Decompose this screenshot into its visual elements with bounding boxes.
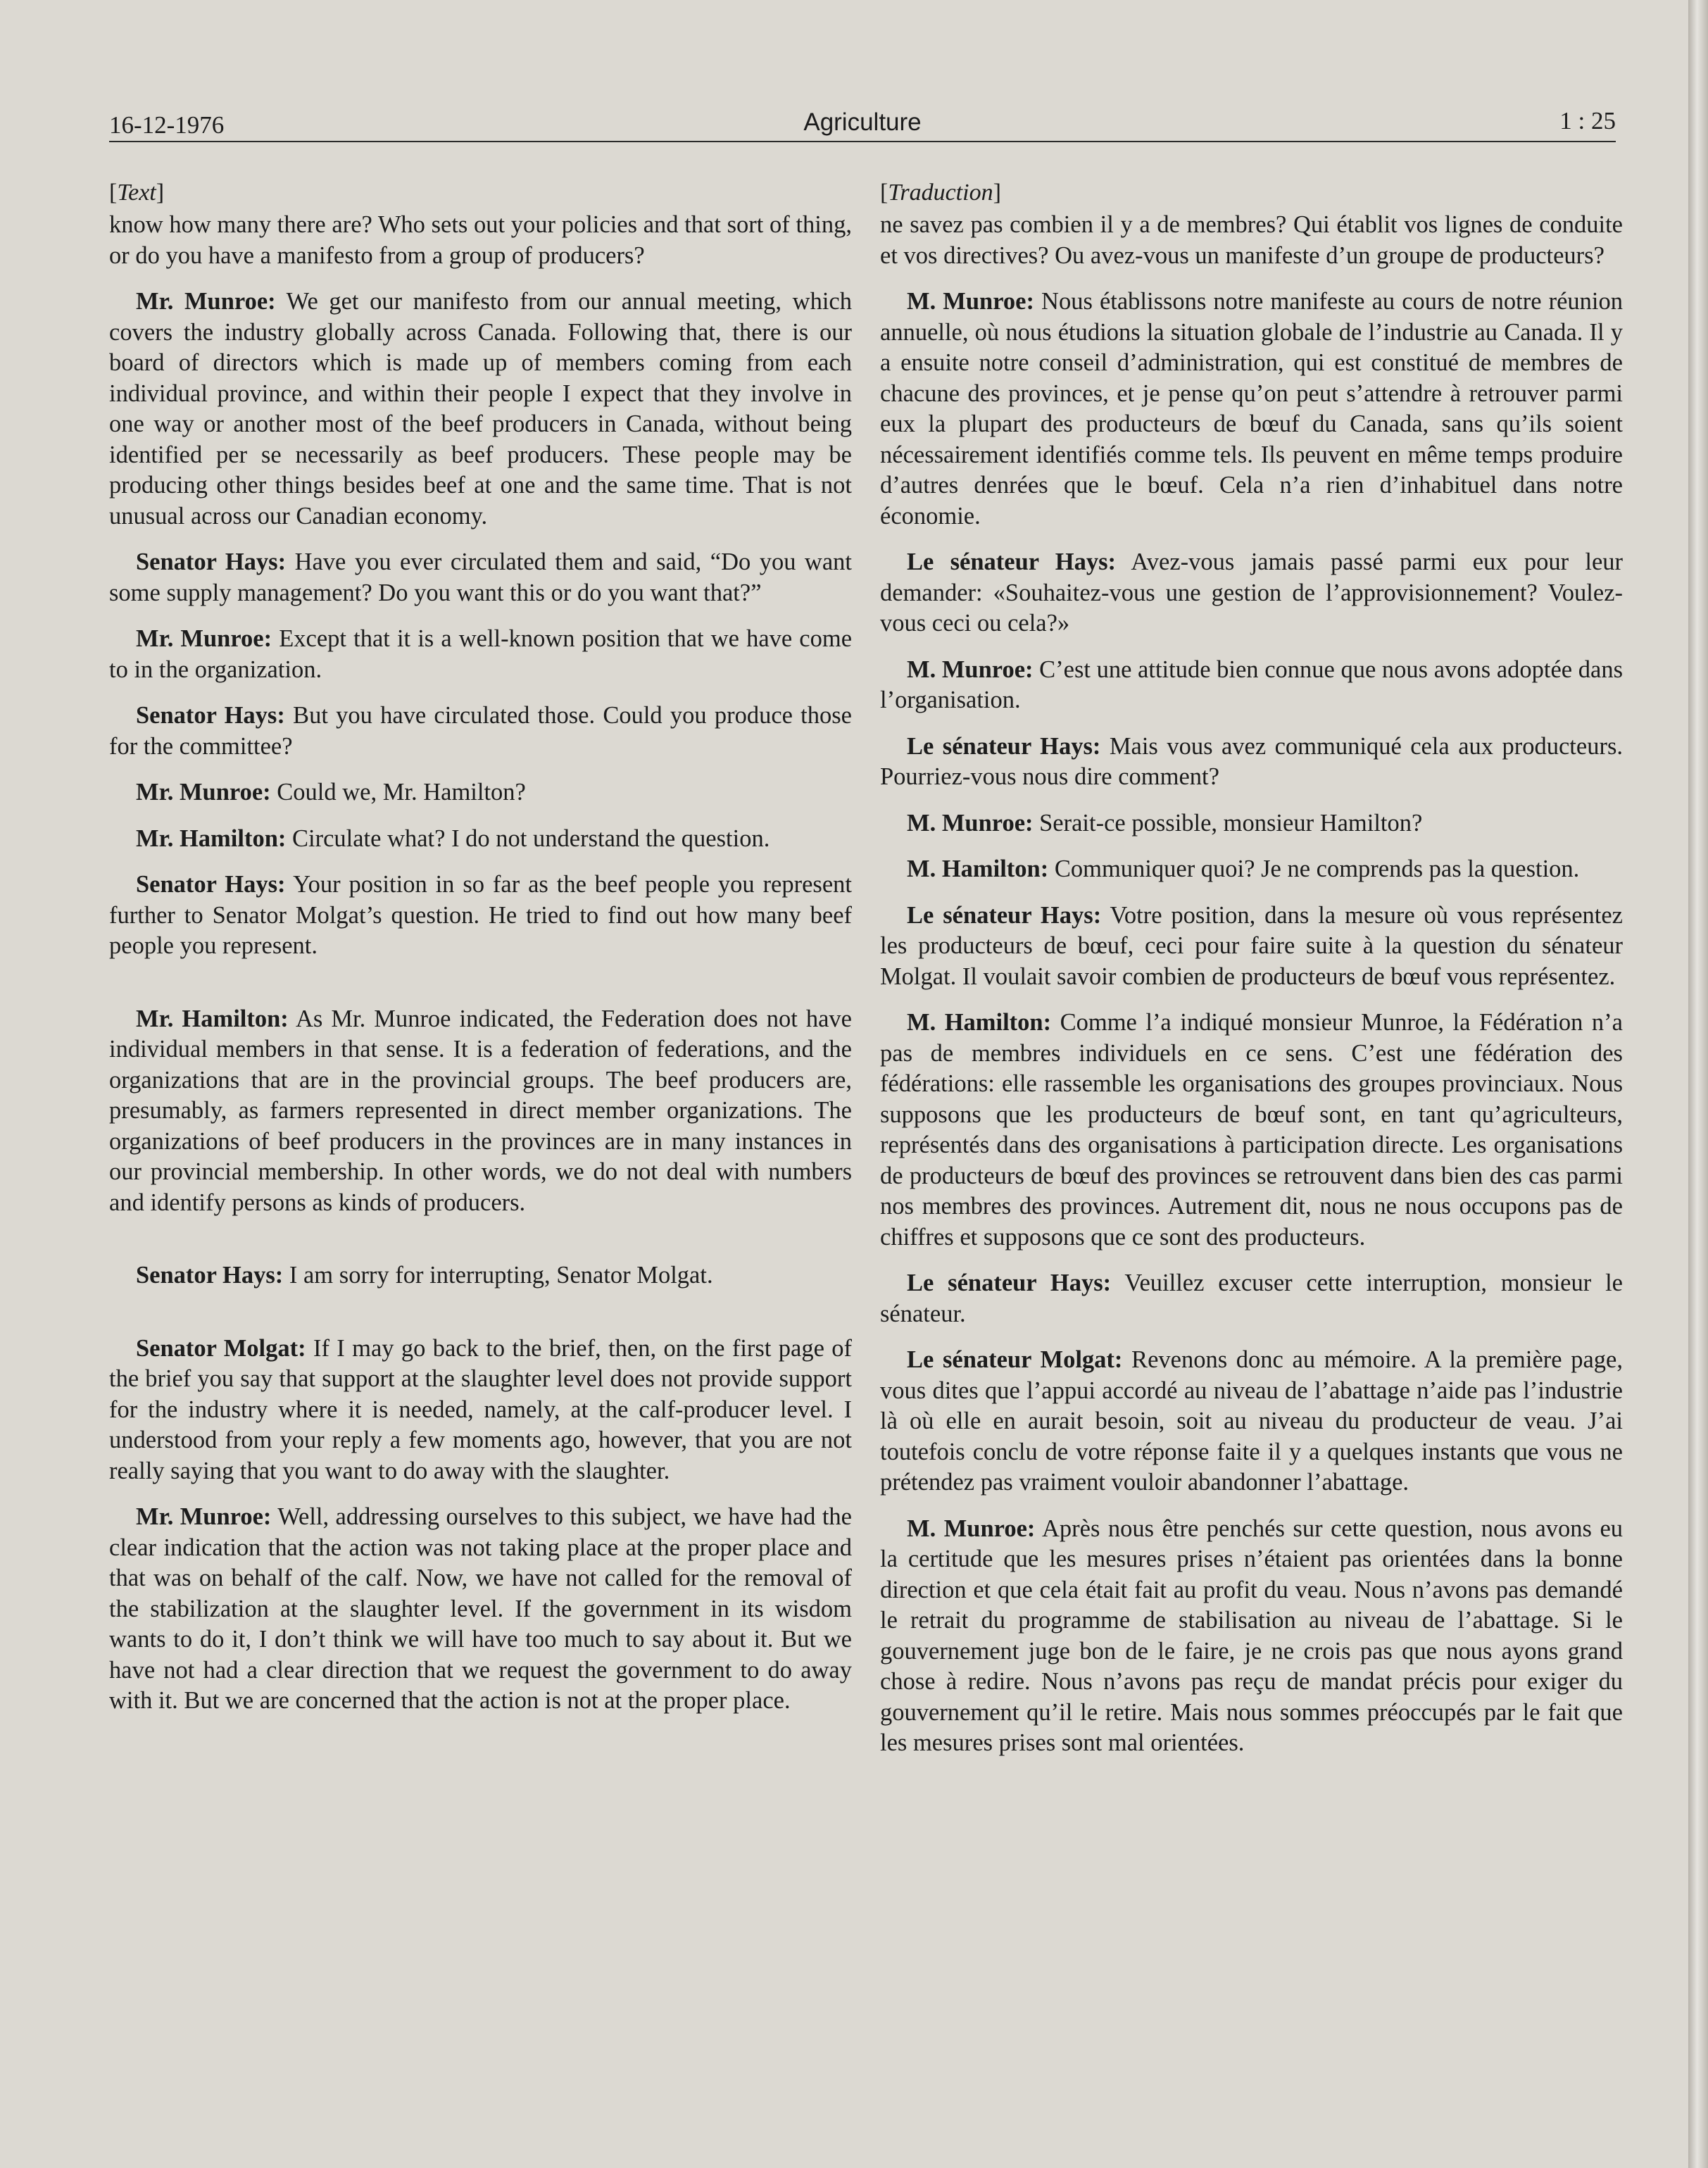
speaker-name: M. Hamilton: xyxy=(907,1009,1052,1036)
paragraph: Mr. Munroe: Well, addressing ourselves to this subject, we have had the clear indication that the action was not taking place at the proper place and that was on behalf of the calf. Now, we have not called for the removal of the stabilization at the slaughter level. If the government in its wisdom wants to do it, I don’t think we will have too much to say about it. But we have not had a clear direction that we request the government to do away with it. But we are concerned that the action is not at the proper place. xyxy=(109,1503,852,1714)
speaker-name: M. Hamilton: xyxy=(907,856,1049,882)
speaker-name: Mr. Munroe: xyxy=(136,779,271,806)
speaker-name: Mr. Hamilton: xyxy=(136,825,287,852)
english-column xyxy=(109,177,852,1732)
speaker-name: Mr. Munroe: xyxy=(136,625,272,652)
paragraph: Senator Molgat: If I may go back to the brief, then, on the first page of the brief you say that support at the slaughter level does not provide support for the industry where it is needed, namely, at the calf-producer level. I understood from your reply a few moments ago, however, that you are not really saying that you want to do away with the slaughter. xyxy=(109,1334,852,1484)
paragraph: know how many there are? Who sets out your policies and that sort of thing, or do you have a manifesto from a group of producers? xyxy=(109,211,852,269)
paragraph: Mr. Munroe: Could we, Mr. Hamilton? xyxy=(136,779,526,806)
paragraph: Mr. Munroe: Except that it is a well-known position that we have come to in the organization. xyxy=(109,625,853,683)
paragraph: Senator Hays: Your position in so far as the beef people you represent further to Senator Molgat’s question. He tried to find out how many beef people you represent. xyxy=(109,871,852,959)
header-page-number: 1 : 25 xyxy=(1559,107,1616,134)
speaker-name: Mr. Munroe: xyxy=(136,1503,272,1530)
paragraph: M. Munroe: Après nous être penchés sur cette question, nous avons eu la certitude que les mesures prises n’étaient pas orientées dans la bonne direction et que cela était fait au profit du veau. Nous n’avons pas demandé le retrait du programme de stabilisation au niveau de l’abattage. Si le gouvernement juge bon de le faire, je ne crois pas que nous ayons grand chose à redire. Nous n’avons pas reçu de mandat précis pour exiger du gouvernement qu’il le retire. Mais nous sommes préoccupés par le fait que les mesures prises sont mal orientées. xyxy=(880,1515,1624,1756)
speaker-name: Mr. Hamilton: xyxy=(136,1005,289,1032)
speaker-name: Senator Molgat: xyxy=(136,1334,306,1362)
paragraph: Senator Hays: I am sorry for interrupting, Senator Molgat. xyxy=(136,1262,713,1289)
speaker-name: M. Munroe: xyxy=(907,809,1034,837)
speaker-name: M. Munroe: xyxy=(907,656,1034,683)
speaker-name: M. Munroe: xyxy=(907,288,1034,315)
book-edge xyxy=(1688,0,1708,2168)
section-label-traduction: [Traduction] xyxy=(880,180,1001,206)
speaker-name: Le sénateur Molgat: xyxy=(907,1346,1123,1373)
paragraph: Le sénateur Hays: Mais vous avez communiqué cela aux producteurs. Pourriez-vous nous dire comment? xyxy=(880,732,1623,790)
paragraph: Mr. Munroe: We get our manifesto from our annual meeting, which covers the industry globally across Canada. Following that, there is our board of directors which is made up of members coming from each individual province, and within their people I expect that they involve in one way or another most of the beef producers in Canada, without being identified per se necessarily as beef producers. These people may be producing other things besides beef at one and the same time. That is not unusual across our Canadian economy. xyxy=(109,288,852,530)
speaker-name: Senator Hays: xyxy=(136,549,287,575)
french-column xyxy=(880,177,1623,1774)
speaker-name: Le sénateur Hays: xyxy=(907,549,1117,575)
paragraph: M. Munroe: C’est une attitude bien connue que nous avons adoptée dans l’organisation. xyxy=(880,656,1623,713)
paragraph: Le sénateur Hays: Veuillez excuser cette interruption, monsieur le sénateur. xyxy=(880,1270,1623,1327)
speaker-name: Le sénateur Hays: xyxy=(907,732,1101,760)
speaker-name: Le sénateur Hays: xyxy=(907,1270,1112,1296)
paragraph: Le sénateur Hays: Avez-vous jamais passé parmi eux pour leur demander: «Souhaitez-vous une gestion de l’approvisionnement? Voulez-vous ceci ou cela?» xyxy=(880,549,1623,637)
section-label-text: [Text] xyxy=(109,180,165,206)
paragraph: Senator Hays: Have you ever circulated them and said, “Do you want some supply management? Do you want this or do you want that?” xyxy=(109,549,852,606)
speaker-name: Senator Hays: xyxy=(136,702,285,729)
paragraph: Le sénateur Hays: Votre position, dans la mesure où vous représentez les producteurs de bœuf, ceci pour faire suite à la question du sénateur Molgat. Il voulait savoir combien de producteurs de bœuf vous représentez. xyxy=(880,901,1623,990)
speaker-name: Senator Hays: xyxy=(136,1262,284,1289)
paragraph: M. Munroe: Serait-ce possible, monsieur Hamilton? xyxy=(907,809,1423,837)
paragraph: M. Munroe: Nous établissons notre manifeste au cours de notre réunion annuelle, où nous étudions la situation globale de l’industrie au Canada. Il y a ensuite notre conseil d’administration, qui est constitué de membres de chacune des provinces, et je pense qu’on peut s’attendre à retrouver parmi eux la plupart des producteurs de bœuf du Canada, sans qu’ils soient nécessairement identifiés comme tels. Ils peuvent en même temps produire d’autres denrées que le bœuf. Cela n’a rien d’inhabituel dans notre économie. xyxy=(880,288,1623,530)
paragraph: Senator Hays: But you have circulated those. Could you produce those for the committee? xyxy=(109,702,852,760)
page-header xyxy=(109,99,1616,142)
speaker-name: Mr. Munroe: xyxy=(136,288,276,315)
paragraph: M. Hamilton: Comme l’a indiqué monsieur Munroe, la Fédération n’a pas de membres individuels en ce sens. C’est une fédération des fédérations: elle rassemble les organisations des groupes provinciaux. Nous supposons que les producteurs de bœuf sont, en tant qu’agriculteurs, représentés dans des organisations à participation directe. Les organisations de producteurs de bœuf des provinces se retrouvent dans bien des cas parmi nos membres des provinces. Autrement dit, nous ne nous occupons pas de chiffres et supposons que ce sont des producteurs. xyxy=(880,1009,1623,1251)
header-title: Agriculture xyxy=(803,108,922,136)
paragraph: Mr. Hamilton: As Mr. Munroe indicated, the Federation does not have individual members in that sense. It is a federation of federations, and the organizations that are in the provincial groups. The beef producers are, presumably, as farmers represented in direct member organizations. The organizations of beef producers in the provinces are in many instances in our provincial membership. In other words, we do not deal with numbers and identify persons as kinds of producers. xyxy=(109,1005,852,1216)
speaker-name: Le sénateur Hays: xyxy=(907,901,1102,929)
speaker-name: M. Munroe: xyxy=(907,1515,1036,1542)
paragraph: M. Hamilton: Communiquer quoi? Je ne comprends pas la question. xyxy=(907,856,1580,882)
paragraph: Le sénateur Molgat: Revenons donc au mémoire. A la première page, vous dites que l’appui accordé au niveau de l’abattage n’aide pas l’industrie là où elle en aurait besoin, soit au niveau du producteur de veau. J’ai toutefois conclu de votre réponse faite il y a quelques instants que vous ne prétendez pas vraiment vouloir abandonner l’abattage. xyxy=(880,1346,1623,1496)
paragraph: Mr. Hamilton: Circulate what? I do not understand the question. xyxy=(136,825,770,852)
paragraph: ne savez pas combien il y a de membres? Qui établit vos lignes de conduite et vos directives? Ou avez-vous un manifeste d’un groupe de producteurs? xyxy=(880,211,1623,269)
header-date: 16-12-1976 xyxy=(109,111,225,139)
speaker-name: Senator Hays: xyxy=(136,871,286,898)
